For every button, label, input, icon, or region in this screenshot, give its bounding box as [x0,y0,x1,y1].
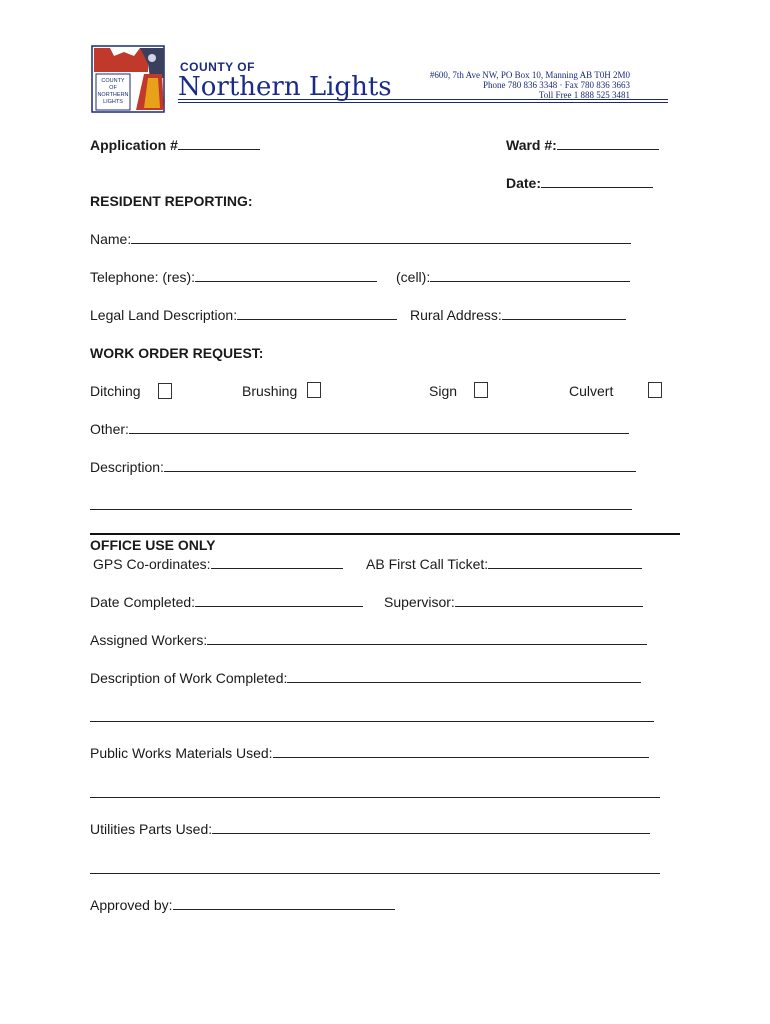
assigned-workers-line[interactable] [207,632,647,645]
rural-address-field[interactable] [410,307,626,323]
option-ditching-label: Ditching [90,383,141,399]
approved-by-line[interactable] [173,897,395,910]
telephone-cell-field[interactable] [396,269,630,285]
legal-land-line[interactable] [237,307,397,320]
ward-number-field[interactable] [506,137,659,153]
materials-used-continuation-line[interactable] [90,797,660,798]
header-divider-top [178,99,668,100]
ward-number-line[interactable] [557,137,659,150]
name-line[interactable] [131,231,631,244]
county-name: Northern Lights [178,72,392,102]
county-address [430,70,630,100]
telephone-res-line[interactable] [195,269,377,282]
county-of-label: COUNTY OF [180,60,255,74]
logo-text-4: LIGHTS [103,99,123,105]
option-brushing-checkbox[interactable] [307,382,321,398]
description-completed-label: Description of Work Completed: [90,670,288,686]
date-completed-line[interactable] [195,594,363,607]
date-field[interactable] [506,175,653,191]
name-field[interactable] [90,231,631,247]
date-completed-label: Date Completed: [90,594,196,610]
address-line-1: #600, 7th Ave NW, PO Box 10, Manning AB T0H 2M0 [429,70,630,80]
telephone-res-label: Telephone: (res): [90,269,196,285]
description-completed-line[interactable] [287,670,641,683]
description-field[interactable] [90,459,636,475]
county-logo [90,44,166,114]
approved-by-label: Approved by: [90,897,173,913]
application-number-line[interactable] [178,137,260,150]
utilities-parts-field[interactable] [90,821,650,837]
supervisor-line[interactable] [455,594,643,607]
description-line[interactable] [164,459,636,472]
option-brushing-label: Brushing [242,383,298,399]
option-culvert-checkbox[interactable] [648,382,662,398]
logo-text-2: OF [109,85,117,91]
telephone-res-field[interactable] [90,269,377,285]
ab-first-call-label: AB First Call Ticket: [366,556,489,572]
telephone-cell-label: (cell): [396,269,431,285]
office-use-heading: OFFICE USE ONLY [90,537,216,553]
utilities-parts-line[interactable] [212,821,650,834]
ab-first-call-field[interactable] [366,556,642,572]
option-sign-label: Sign [429,383,458,399]
other-field[interactable] [90,421,629,437]
header-divider-bottom [178,102,668,103]
address-line-3: Toll Free 1 888 525 3481 [538,90,630,100]
other-line[interactable] [129,421,629,434]
logo-text-3: NORTHERN [97,92,129,98]
county-logo-icon [90,44,166,114]
description-label: Description: [90,459,164,475]
legal-land-field[interactable] [90,307,397,323]
date-line[interactable] [541,175,653,188]
application-number-field[interactable] [90,137,260,153]
assigned-workers-field[interactable] [90,632,647,648]
logo-text-1: COUNTY [101,78,125,84]
materials-used-label: Public Works Materials Used: [90,745,273,761]
date-label: Date: [506,175,542,191]
application-number-label: Application # [90,137,178,153]
rural-address-label: Rural Address: [410,307,502,323]
name-label: Name: [90,231,132,247]
utilities-parts-continuation-line[interactable] [90,873,660,874]
date-completed-field[interactable] [90,594,363,610]
supervisor-label: Supervisor: [384,594,455,610]
approved-by-field[interactable] [90,897,395,913]
work-order-heading: WORK ORDER REQUEST: [90,345,264,361]
ab-first-call-line[interactable] [488,556,642,569]
resident-reporting-heading: RESIDENT REPORTING: [90,193,253,209]
materials-used-field[interactable] [90,745,649,761]
utilities-parts-label: Utilities Parts Used: [90,821,213,837]
address-line-2: Phone 780 836 3348 · Fax 780 836 3663 [483,80,630,90]
gps-label: GPS Co-ordinates: [93,556,211,572]
description-completed-continuation-line[interactable] [90,721,654,722]
description-continuation-line[interactable] [90,509,632,510]
other-label: Other: [90,421,129,437]
supervisor-field[interactable] [384,594,643,610]
rural-address-line[interactable] [502,307,626,320]
option-culvert-label: Culvert [569,383,614,399]
legal-land-label: Legal Land Description: [90,307,238,323]
ward-number-label: Ward #: [506,137,557,153]
telephone-cell-line[interactable] [430,269,630,282]
description-completed-field[interactable] [90,670,641,686]
assigned-workers-label: Assigned Workers: [90,632,208,648]
gps-line[interactable] [211,556,343,569]
materials-used-line[interactable] [273,745,649,758]
option-ditching-checkbox[interactable] [158,383,172,399]
option-sign-checkbox[interactable] [474,382,488,398]
office-use-divider [90,533,680,535]
gps-field[interactable] [93,556,343,572]
